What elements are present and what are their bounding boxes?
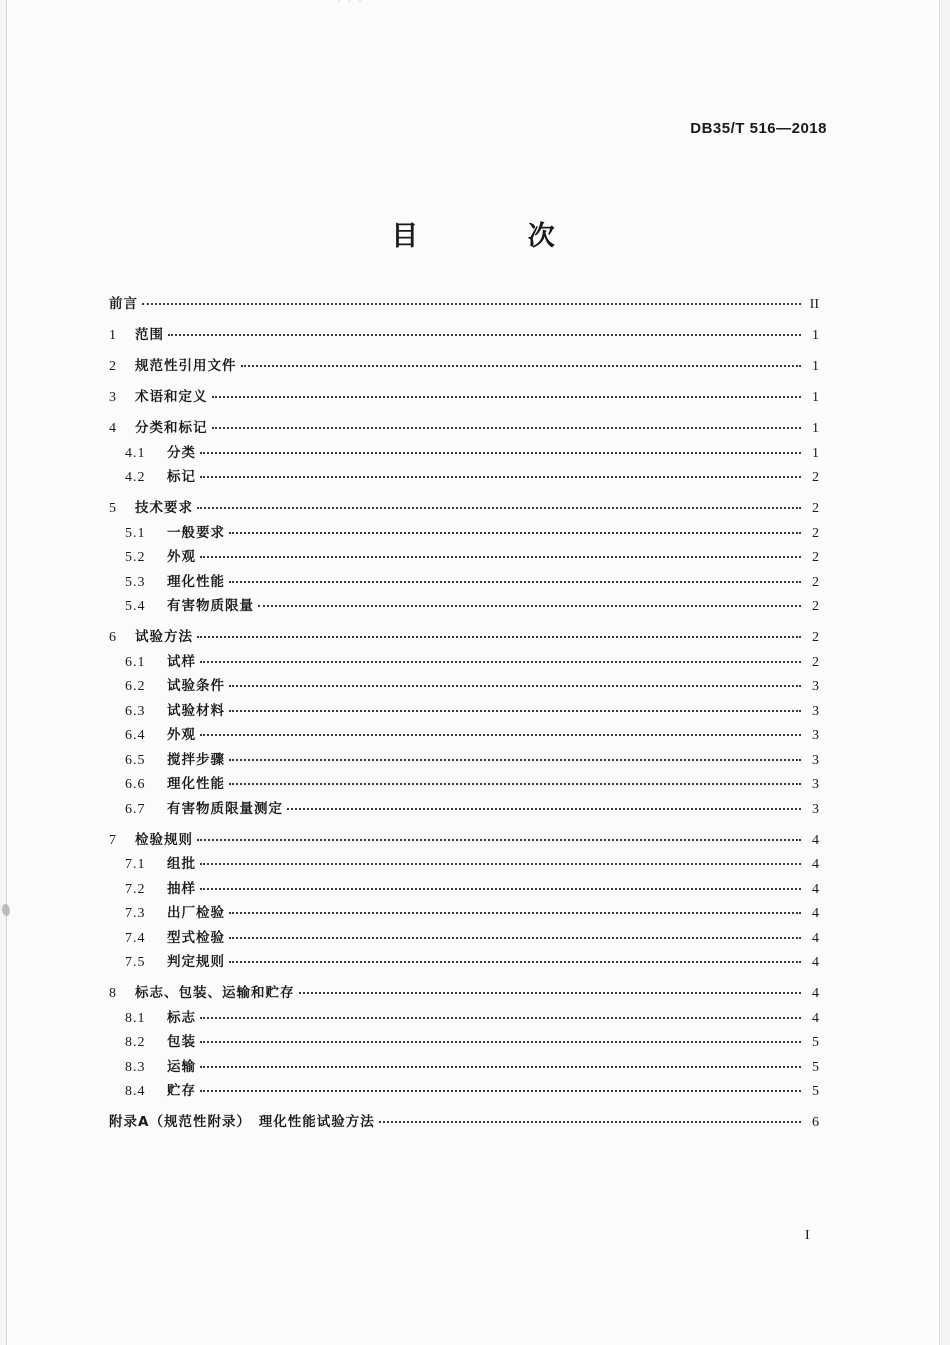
page-title: 目 次 xyxy=(391,221,605,252)
toc-entry[interactable] xyxy=(109,385,819,410)
toc-entry[interactable] xyxy=(109,323,819,348)
dot-leader xyxy=(229,912,801,914)
toc-entry-page: 2 xyxy=(812,574,819,590)
toc-entry-page: 3 xyxy=(812,679,819,694)
toc-entry-number: 7.1 xyxy=(125,857,146,872)
toc-entry-label: 检验规则 xyxy=(135,831,193,848)
dot-leader xyxy=(142,303,801,305)
toc-entry-number: 4.2 xyxy=(125,470,146,485)
toc-entry-label: 搅拌步骤 xyxy=(167,751,225,768)
toc-entry[interactable] xyxy=(109,950,819,975)
toc-entry-label: 理化性能 xyxy=(167,776,225,792)
toc-entry-page: 3 xyxy=(812,801,819,817)
toc-entry-number: 6.5 xyxy=(125,752,146,768)
toc-entry-page: 5 xyxy=(812,1059,819,1075)
toc-entry-label: 标志 xyxy=(167,1009,196,1026)
dot-leader xyxy=(229,685,801,687)
toc-entry[interactable] xyxy=(109,926,819,951)
toc-entry-number: 7 xyxy=(109,832,116,848)
toc-entry[interactable] xyxy=(109,496,819,521)
scan-artifact: ˘ ˘ ˘ xyxy=(337,0,365,9)
toc-entry-label: 标志、包装、运输和贮存 xyxy=(135,985,295,1001)
toc-entry-number: 5.2 xyxy=(125,550,146,565)
toc-entry-page: 6 xyxy=(812,1115,819,1130)
toc-entry-page: 1 xyxy=(812,359,819,374)
toc-entry-label: 试验材料 xyxy=(167,702,225,719)
toc-entry[interactable] xyxy=(109,594,819,619)
toc-entry[interactable] xyxy=(109,981,819,1006)
toc-entry-label: 出厂检验 xyxy=(167,905,225,921)
toc-entry-page: 4 xyxy=(812,1010,819,1026)
toc-entry-number: 8.3 xyxy=(125,1059,146,1075)
toc-entry[interactable] xyxy=(109,650,819,675)
toc-entry-number: 7.5 xyxy=(125,955,146,970)
toc-entry-label: 判定规则 xyxy=(167,954,225,970)
toc-entry[interactable] xyxy=(109,1079,819,1104)
toc-entry-page: 4 xyxy=(812,986,819,1001)
toc-entry-number: 6.7 xyxy=(125,801,146,817)
toc-entry[interactable] xyxy=(109,521,819,546)
toc-entry-label: 试验条件 xyxy=(167,678,225,694)
toc-entry-number: 5 xyxy=(109,501,116,516)
toc-entry-label: 范围 xyxy=(135,327,164,343)
toc-entry-page: 2 xyxy=(812,654,819,670)
dot-leader xyxy=(229,937,801,939)
dot-leader xyxy=(200,556,801,558)
dot-leader xyxy=(229,581,801,583)
dot-leader xyxy=(197,507,801,509)
toc-entry-label: 抽样 xyxy=(167,880,196,897)
toc-entry-page: 4 xyxy=(812,906,819,921)
toc-entry[interactable] xyxy=(109,901,819,926)
toc-entry-page: 4 xyxy=(812,930,819,946)
toc-entry-page: 5 xyxy=(812,1035,819,1050)
toc-entry-label: 外观 xyxy=(167,727,196,743)
toc-entry-number: 4.1 xyxy=(125,445,146,461)
scan-smudge xyxy=(2,904,10,916)
toc-entry[interactable] xyxy=(109,1110,819,1135)
toc-entry[interactable] xyxy=(109,797,819,822)
toc-entry-number: 6.3 xyxy=(125,703,146,719)
table-of-contents xyxy=(109,292,819,1135)
dot-leader xyxy=(200,452,801,454)
toc-entry-page: 4 xyxy=(812,857,819,872)
toc-entry-page: 5 xyxy=(812,1084,819,1099)
toc-entry-label: 规范性引用文件 xyxy=(135,358,237,374)
dot-leader xyxy=(258,605,801,607)
toc-entry[interactable] xyxy=(109,674,819,699)
toc-entry-label: 有害物质限量 xyxy=(167,598,254,614)
toc-entry-label: 理化性能 xyxy=(167,573,225,590)
toc-entry-label: 外观 xyxy=(167,549,196,565)
dot-leader xyxy=(200,1041,801,1043)
toc-entry-page: 2 xyxy=(812,630,819,645)
toc-entry[interactable] xyxy=(109,354,819,379)
toc-entry-number: 6.4 xyxy=(125,728,146,743)
dot-leader xyxy=(299,992,802,994)
toc-entry-number: 6.2 xyxy=(125,679,146,694)
toc-entry-label: 有害物质限量测定 xyxy=(167,800,283,817)
toc-entry-page: 2 xyxy=(812,470,819,485)
toc-entry-label: 包装 xyxy=(167,1034,196,1050)
toc-entry-page: 2 xyxy=(812,501,819,516)
toc-entry-page: 2 xyxy=(812,525,819,541)
toc-entry[interactable] xyxy=(109,292,819,317)
toc-entry-label: 附录A（规范性附录） 理化性能试验方法 xyxy=(109,1114,375,1130)
dot-leader xyxy=(200,734,801,736)
toc-entry-label: 组批 xyxy=(167,856,196,872)
toc-entry-number: 7.2 xyxy=(125,881,146,897)
dot-leader xyxy=(200,661,801,663)
toc-entry-label: 技术要求 xyxy=(135,500,193,516)
dot-leader xyxy=(229,759,801,761)
toc-entry[interactable] xyxy=(109,1006,819,1031)
dot-leader xyxy=(287,808,801,810)
toc-entry-number: 8.1 xyxy=(125,1010,146,1026)
toc-entry[interactable] xyxy=(109,1030,819,1055)
dot-leader xyxy=(200,1066,801,1068)
toc-entry[interactable] xyxy=(109,877,819,902)
toc-entry-page: 3 xyxy=(812,777,819,792)
toc-entry-label: 分类 xyxy=(167,444,196,461)
standard-code: DB35/T 516—2018 xyxy=(690,120,827,137)
dot-leader xyxy=(197,839,801,841)
dot-leader xyxy=(200,1090,801,1092)
toc-entry-label: 标记 xyxy=(167,469,196,485)
toc-entry[interactable] xyxy=(109,545,819,570)
toc-entry-number: 7.3 xyxy=(125,906,146,921)
toc-entry-number: 4 xyxy=(109,421,116,436)
toc-entry[interactable] xyxy=(109,772,819,797)
dot-leader xyxy=(168,334,801,336)
dot-leader xyxy=(212,427,802,429)
toc-entry-label: 分类和标记 xyxy=(135,420,208,436)
toc-entry-page: 2 xyxy=(812,550,819,565)
toc-entry-page: 4 xyxy=(812,881,819,897)
toc-entry-label: 试验方法 xyxy=(135,629,193,645)
dot-leader xyxy=(229,532,801,534)
toc-entry[interactable] xyxy=(109,441,819,466)
toc-entry[interactable] xyxy=(109,570,819,595)
toc-entry-number: 8.2 xyxy=(125,1035,146,1050)
toc-entry-number: 6.6 xyxy=(125,777,146,792)
toc-entry[interactable] xyxy=(109,828,819,853)
dot-leader xyxy=(241,365,802,367)
toc-entry[interactable] xyxy=(109,1055,819,1080)
toc-entry-label: 术语和定义 xyxy=(135,389,208,405)
toc-entry-number: 7.4 xyxy=(125,930,146,946)
toc-entry[interactable] xyxy=(109,625,819,650)
toc-entry-label: 型式检验 xyxy=(167,929,225,946)
toc-entry-number: 8 xyxy=(109,986,116,1001)
toc-entry-label: 贮存 xyxy=(167,1083,196,1099)
dot-leader xyxy=(212,396,802,398)
toc-entry-label: 一般要求 xyxy=(167,524,225,541)
toc-entry-page: 4 xyxy=(812,955,819,970)
toc-entry-number: 5.3 xyxy=(125,574,146,590)
toc-entry-page: 4 xyxy=(812,832,819,848)
dot-leader xyxy=(379,1121,801,1123)
dot-leader xyxy=(200,1017,801,1019)
toc-entry-page: 1 xyxy=(812,445,819,461)
toc-entry[interactable] xyxy=(109,852,819,877)
toc-entry-page: 3 xyxy=(812,703,819,719)
dot-leader xyxy=(200,476,801,478)
toc-entry-page: 1 xyxy=(812,421,819,436)
dot-leader xyxy=(229,783,801,785)
dot-leader xyxy=(197,636,801,638)
toc-entry[interactable] xyxy=(109,416,819,441)
dot-leader xyxy=(200,888,801,890)
dot-leader xyxy=(229,710,801,712)
toc-entry-number: 1 xyxy=(109,328,116,343)
toc-entry-number: 6 xyxy=(109,630,116,645)
toc-entry-number: 8.4 xyxy=(125,1084,146,1099)
dot-leader xyxy=(229,961,801,963)
toc-entry-label: 前言 xyxy=(109,296,138,312)
toc-entry-label: 试样 xyxy=(167,653,196,670)
toc-entry-number: 2 xyxy=(109,359,116,374)
toc-entry-number: 3 xyxy=(109,390,116,405)
toc-entry-page: 3 xyxy=(812,752,819,768)
toc-entry[interactable] xyxy=(109,748,819,773)
toc-entry-page: 1 xyxy=(812,328,819,343)
toc-entry-page: II xyxy=(809,297,819,312)
dot-leader xyxy=(200,863,801,865)
toc-entry-page: 2 xyxy=(812,599,819,614)
toc-entry-page: 1 xyxy=(812,390,819,405)
toc-entry-number: 6.1 xyxy=(125,654,146,670)
toc-entry[interactable] xyxy=(109,699,819,724)
document-page xyxy=(6,0,940,1345)
toc-entry-number: 5.4 xyxy=(125,599,146,614)
toc-entry-label: 运输 xyxy=(167,1058,196,1075)
page-number: I xyxy=(805,1228,810,1243)
toc-entry-page: 3 xyxy=(812,728,819,743)
toc-entry[interactable] xyxy=(109,465,819,490)
toc-entry-number: 5.1 xyxy=(125,525,146,541)
toc-entry[interactable] xyxy=(109,723,819,748)
